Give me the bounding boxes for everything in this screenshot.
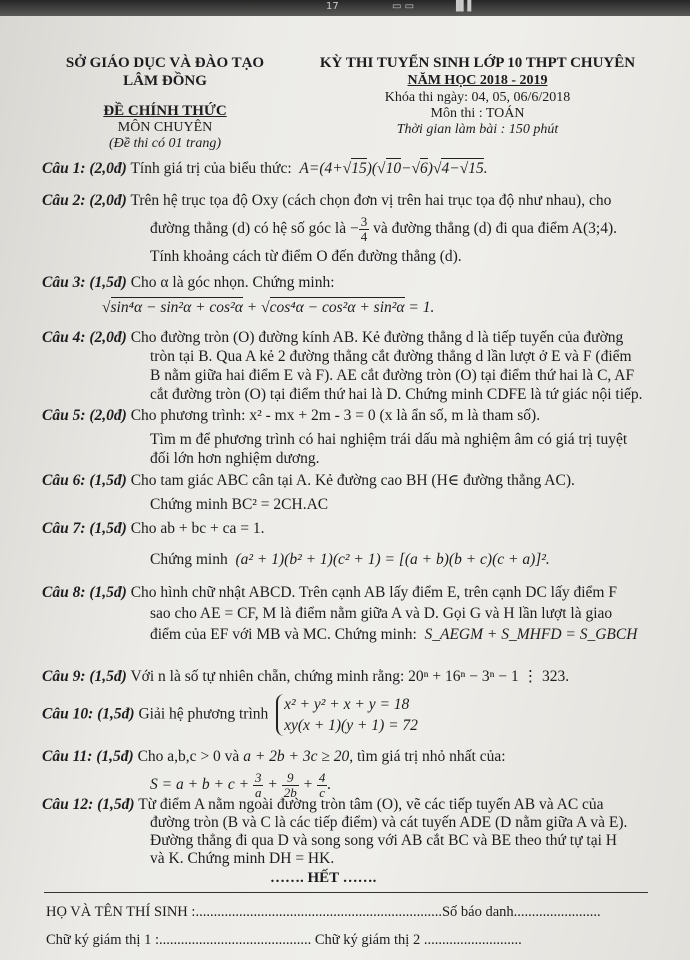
question-text: Cho α là góc nhọn. Chứng minh: xyxy=(130,274,335,291)
candidate-name-field: .................................................................... xyxy=(195,904,442,920)
question-text: Tìm m để phương trình có hai nghiệm trái dấu mà nghiệm âm có giá trị tuyệt xyxy=(150,431,628,448)
question-text: Chứng minh BC² = 2CH.AC xyxy=(150,496,329,513)
screen-top-strip xyxy=(0,0,690,16)
question-6 xyxy=(42,470,662,515)
question-2 xyxy=(42,190,662,267)
subject-type: MÔN CHUYÊN xyxy=(117,120,213,135)
constraint-formula: a + 2b + 3c ≥ 20 xyxy=(243,748,350,765)
question-text: Cho hình chữ nhật ABCD. Trên cạnh AB lấy điểm E, trên cạnh DC lấy điểm F xyxy=(130,584,617,601)
question-label: Câu 7: (1,5đ) xyxy=(42,520,127,537)
question-text: và K. Chứng minh DH = HK. xyxy=(150,850,335,867)
equation-system: x² + y² + x + y = 18 xy(x + 1)(y + 1) = 72 xyxy=(276,694,418,736)
question-text: Chứng minh xyxy=(150,551,228,568)
question-12 xyxy=(42,796,662,868)
header-left xyxy=(60,54,270,152)
math-expr: A=(4+√15)(√10−√6)√4−√15. xyxy=(299,160,488,177)
official-label: ĐỀ CHÍNH THỨC xyxy=(103,103,227,119)
question-label: Câu 12: (1,5đ) xyxy=(42,796,135,813)
strip-glyph: 17 xyxy=(326,1,339,12)
strip-glyph: ▐▌▌ xyxy=(452,1,476,12)
question-10 xyxy=(42,694,662,736)
province-name: LÂM ĐỒNG xyxy=(123,73,207,89)
candidate-number-field: ........................ xyxy=(513,904,601,920)
objective-formula: S = a + b + c + $\frac{3}{a}$ + $\frac{9}{2b}$ + $\frac{4}{c}$ . xyxy=(150,770,332,800)
area-formula: S_AEGM + S_MHFD = S_GBCH xyxy=(424,626,638,643)
question-text: Cho tam giác ABC cân tại A. Kẻ đường cao BH (H∈ đường thẳng AC). xyxy=(130,472,575,489)
supervisor-1-label: Chữ ký giám thị 1 : xyxy=(46,932,159,948)
question-text: Từ điểm A nằm ngoài đường tròn tâm (O), vẽ các tiếp tuyến AB và AC của xyxy=(138,796,604,813)
question-4 xyxy=(42,328,662,404)
dept-name: SỞ GIÁO DỤC VÀ ĐÀO TẠO xyxy=(65,55,265,71)
question-text: Đường thẳng đi qua D và song song với AB cắt BC và BE theo thứ tự tại H xyxy=(150,832,617,849)
question-3 xyxy=(42,272,662,318)
question-text: Cho ab + bc + ca = 1. xyxy=(130,520,265,537)
school-year: NĂM HỌC 2018 - 2019 xyxy=(407,73,548,88)
question-text: Cho a,b,c > 0 và xyxy=(137,748,240,765)
question-text: Cho đường tròn (O) đường kính AB. Kẻ đường thẳng d là tiếp tuyến của đường xyxy=(130,329,624,346)
candidate-number-label: Số báo danh xyxy=(441,904,514,920)
question-text: và đường thẳng (d) đi qua điểm A(3;4). xyxy=(373,220,617,238)
header-right xyxy=(300,54,655,138)
supervisor-1-field: .......................................... xyxy=(158,932,312,948)
question-label: Câu 4: (2,0đ) xyxy=(42,329,127,346)
page-count: (Đề thi có 01 trang) xyxy=(109,136,221,151)
question-label: Câu 8: (1,5đ) xyxy=(42,584,127,601)
question-text: Với n là số tự nhiên chẵn, chứng minh rằng: xyxy=(130,668,405,685)
exam-title: KỲ THI TUYỂN SINH LỚP 10 THPT CHUYÊN xyxy=(319,55,636,71)
question-8 xyxy=(42,582,662,645)
question-label: Câu 2: (2,0đ) xyxy=(42,192,127,209)
end-mark: ……. HẾT ……. xyxy=(270,870,377,886)
candidate-name-row xyxy=(46,904,646,921)
exam-subject: Môn thi : TOÁN xyxy=(430,106,525,121)
question-text: sao cho AE = CF, M là điểm nằm giữa A và D. Gọi G và H lần lượt là giao xyxy=(150,605,613,622)
exam-date: Khóa thi ngày: 04, 05, 06/6/2018 xyxy=(384,90,571,105)
question-label: Câu 1: (2,0đ) xyxy=(42,160,127,177)
question-text: Trên hệ trục tọa độ Oxy (cách chọn đơn vị trên hai trục tọa độ như nhau), cho xyxy=(130,192,612,209)
question-11 xyxy=(42,746,662,800)
question-7 xyxy=(42,518,662,570)
question-label: Câu 9: (1,5đ) xyxy=(42,668,127,685)
question-text: đường tròn (B và C là các tiếp điểm) và cát tuyến ADE (D nằm giữa A và E). xyxy=(150,814,628,831)
supervisor-2-field: ........................... xyxy=(423,932,522,948)
signature-row xyxy=(46,932,646,949)
question-text: cắt đường tròn (O) tại điểm thứ hai là D. Chứng minh CDFE là tứ giác nội tiếp. xyxy=(150,386,643,403)
question-text: Tính giá trị của biểu thức: xyxy=(130,160,292,177)
question-1 xyxy=(42,158,662,179)
question-text: đường thẳng (d) có hệ số góc là xyxy=(150,220,347,238)
question-label: Câu 5: (2,0đ) xyxy=(42,407,127,424)
divisibility-formula: 20ⁿ + 16ⁿ − 3ⁿ − 1 ⋮ 323. xyxy=(408,668,570,685)
question-text: Cho phương trình: x² - mx + 2m - 3 = 0 (x là ẩn số, m là tham số). xyxy=(130,407,541,424)
exam-time: Thời gian làm bài : 150 phút xyxy=(396,122,559,137)
identity-formula: (a² + 1)(b² + 1)(c² + 1) = [(a + b)(b + c)(c + a)]². xyxy=(235,551,550,568)
question-text: B nằm giữa hai điểm E và F). AE cắt đường tròn (O) tại điểm thứ hai là C, AF xyxy=(150,367,635,384)
question-9 xyxy=(42,666,662,687)
identity-formula: √sin⁴α − sin²α + cos²α + √cos⁴α − cos²α + sin²α = 1. xyxy=(102,299,435,316)
question-label: Câu 11: (1,5đ) xyxy=(42,748,134,765)
question-label: Câu 6: (1,5đ) xyxy=(42,472,127,489)
question-text: Tính khoảng cách từ điểm O đến đường thẳng (d). xyxy=(150,248,462,265)
question-text: đối lớn hơn nghiệm dương. xyxy=(150,450,320,467)
question-label: Câu 3: (1,5đ) xyxy=(42,274,127,291)
question-text: Giải hệ phương trình xyxy=(138,705,269,723)
question-text: tròn tại B. Qua A kẻ 2 đường thẳng cắt đường thẳng d lần lượt ở E và F (điểm xyxy=(150,348,632,365)
strip-glyph: ▭ ▭ xyxy=(392,1,415,12)
question-text: điểm của EF với MB và MC. Chứng minh: xyxy=(150,626,417,643)
question-label: Câu 10: (1,5đ) xyxy=(42,705,135,723)
exam-paper xyxy=(0,16,690,960)
candidate-name-label: HỌ VÀ TÊN THÍ SINH : xyxy=(46,904,196,920)
question-5 xyxy=(42,406,662,468)
footer-divider xyxy=(44,892,648,893)
question-text: , tìm giá trị nhỏ nhất của: xyxy=(349,748,506,765)
slope-fraction: − $\frac{3}{4}$ xyxy=(349,214,368,244)
supervisor-2-label: Chữ ký giám thị 2 xyxy=(314,932,421,948)
